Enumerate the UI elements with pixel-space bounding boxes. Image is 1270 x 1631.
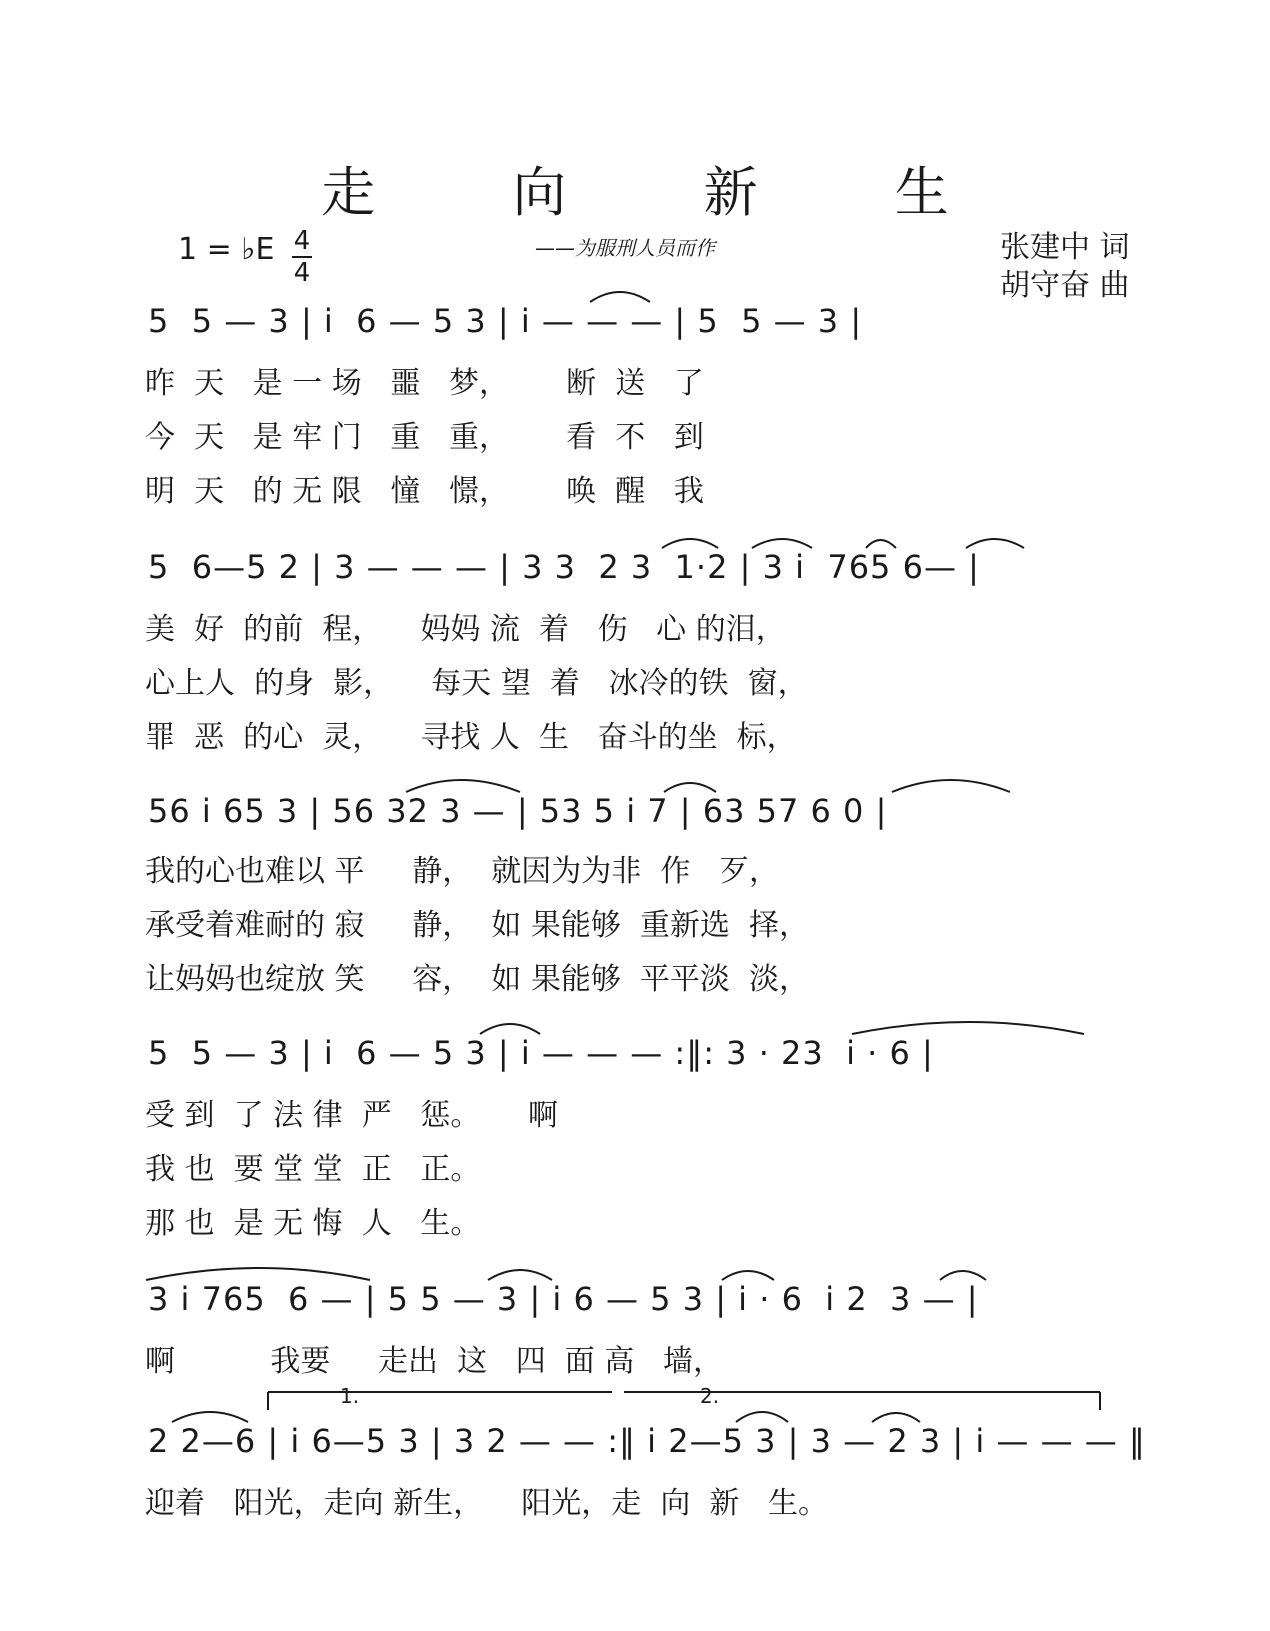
lyric-line-3-verse-1: 我的心也难以 平 静， 就因为为非 作 歹，: [145, 854, 779, 889]
first-ending-label: 1.: [340, 1384, 360, 1408]
slur: [590, 292, 650, 302]
lyric-line-3-verse-3: 让妈妈也绽放 笑 容， 如 果能够 平平淡 淡，: [145, 962, 809, 997]
notation-line-4: 5 5 — 3 | i 6 — 5 3 | i — — — :‖: 3 · 23 i · 6 |: [148, 1034, 934, 1072]
composer-credit: 胡守奋 曲: [1000, 268, 1130, 303]
lyric-line-2-verse-2: 心上人 的身 影， 每天 望 着 冰冷的铁 窗，: [145, 666, 808, 701]
time-signature-bottom: 4: [293, 258, 311, 288]
lyric-line-1-verse-3: 明 天 的 无 限 憧 憬， 唤 醒 我: [145, 474, 704, 509]
lyric-line-6: 迎着 阳光，走向 新生， 阳光，走 向 新 生。: [145, 1486, 829, 1521]
slur: [940, 1271, 986, 1280]
lyricist-credit: 张建中 词: [1000, 230, 1130, 265]
lyric-line-5: 啊 我要 走出 这 四 面 高 墙，: [145, 1344, 723, 1379]
lyric-line-2-verse-1: 美 好 的前 程， 妈妈 流 着 伤 心 的泪，: [145, 612, 786, 647]
slur: [852, 1022, 1084, 1034]
slur: [736, 1412, 788, 1422]
slur: [146, 1268, 370, 1280]
slur: [872, 1413, 920, 1422]
slur: [966, 539, 1024, 548]
lyric-line-3-verse-2: 承受着难耐的 寂 静， 如 果能够 重新选 择，: [145, 908, 809, 943]
slur-marks: [146, 292, 1084, 1422]
slur: [866, 540, 896, 548]
slur: [406, 780, 520, 792]
second-ending-label: 2.: [700, 1384, 720, 1408]
lyric-line-4-verse-2: 我 也 要 堂 堂 正 正。: [145, 1152, 481, 1187]
notation-line-6: 2 2—6 | i 6—5 3 | 3 2 — — :‖ i 2—5 3 | 3 — 2 3 | i — — — ‖: [148, 1422, 1146, 1460]
lyric-line-1-verse-2: 今 天 是 牢 门 重 重， 看 不 到: [145, 420, 704, 455]
lyric-line-4-verse-3: 那 也 是 无 悔 人 生。: [145, 1206, 481, 1241]
notation-line-3: 56 i 65 3 | 56 32 3 — | 53 5 i 7 | 63 57 6 0 |: [148, 792, 888, 830]
slur: [752, 539, 812, 548]
key-signature: 1 = ♭E: [178, 232, 275, 267]
lyric-line-4-verse-1: 受 到 了 法 律 严 惩。 啊: [145, 1098, 559, 1133]
notation-line-2: 5 6—5 2 | 3 — — — | 3 3 2 3 1·2 | 3 i 765 6— |: [148, 548, 980, 586]
volta-lines: [268, 1392, 1100, 1410]
lyric-line-2-verse-3: 罪 恶 的心 灵， 寻找 人 生 奋斗的坐 标，: [145, 720, 797, 755]
slur: [480, 1024, 540, 1034]
slur: [172, 1412, 248, 1422]
song-subtitle: ——为服刑人员而作: [535, 236, 715, 260]
slur: [662, 539, 718, 548]
song-title: 走 向 新 生: [321, 161, 1009, 224]
lyric-line-1-verse-1: 昨 天 是 一 场 噩 梦， 断 送 了: [145, 366, 704, 401]
slur: [722, 1271, 774, 1280]
notation-line-5: 3 i 765 6 — | 5 5 — 3 | i 6 — 5 3 | i · 6 i 2 3 — |: [148, 1280, 979, 1318]
notation-line-1: 5 5 — 3 | i 6 — 5 3 | i — — — | 5 5 — 3 |: [148, 302, 863, 340]
slur: [488, 1270, 552, 1280]
slur: [892, 780, 1010, 792]
time-signature-top: 4: [293, 226, 311, 256]
slur: [664, 783, 716, 792]
